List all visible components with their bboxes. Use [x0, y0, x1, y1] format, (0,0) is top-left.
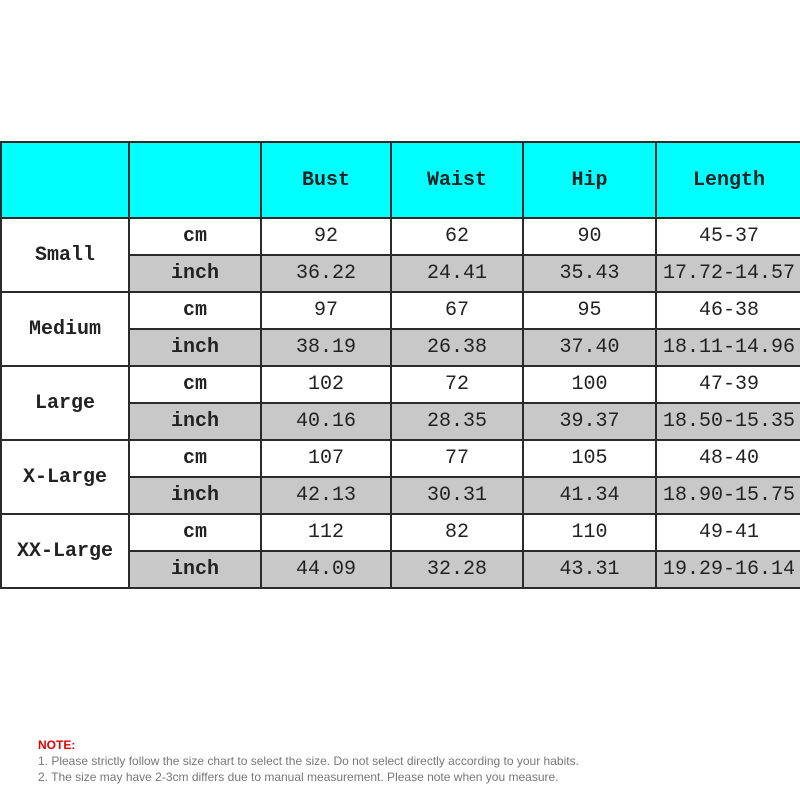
unit-label: cm	[129, 514, 261, 551]
size-label: X-Large	[1, 440, 129, 514]
header-length: Length	[656, 142, 800, 218]
measurement-cell: 35.43	[523, 255, 656, 292]
measurement-cell: 67	[391, 292, 523, 329]
unit-label: inch	[129, 329, 261, 366]
note-section	[38, 737, 579, 785]
measurement-cell: 110	[523, 514, 656, 551]
size-label: Medium	[1, 292, 129, 366]
unit-label: inch	[129, 255, 261, 292]
measurement-cell: 105	[523, 440, 656, 477]
size-label: Large	[1, 366, 129, 440]
measurement-cell: 44.09	[261, 551, 391, 588]
measurement-cell: 95	[523, 292, 656, 329]
size-label: Small	[1, 218, 129, 292]
measurement-cell: 19.29-16.14	[656, 551, 800, 588]
measurement-cell: 47-39	[656, 366, 800, 403]
measurement-cell: 46-38	[656, 292, 800, 329]
measurement-cell: 82	[391, 514, 523, 551]
measurement-cell: 62	[391, 218, 523, 255]
table-row-cm	[1, 440, 800, 477]
measurement-cell: 100	[523, 366, 656, 403]
table-row-cm	[1, 292, 800, 329]
header-cell	[129, 142, 261, 218]
unit-label: cm	[129, 292, 261, 329]
measurement-cell: 26.38	[391, 329, 523, 366]
note-title: NOTE:	[38, 738, 76, 752]
measurement-cell: 112	[261, 514, 391, 551]
header-hip: Hip	[523, 142, 656, 218]
header-cell	[1, 142, 129, 218]
measurement-cell: 41.34	[523, 477, 656, 514]
measurement-cell: 32.28	[391, 551, 523, 588]
unit-label: inch	[129, 403, 261, 440]
measurement-cell: 28.35	[391, 403, 523, 440]
measurement-cell: 102	[261, 366, 391, 403]
measurement-cell: 18.50-15.35	[656, 403, 800, 440]
size-chart-table	[0, 141, 800, 589]
measurement-cell: 45-37	[656, 218, 800, 255]
size-label: XX-Large	[1, 514, 129, 588]
measurement-cell: 107	[261, 440, 391, 477]
measurement-cell: 36.22	[261, 255, 391, 292]
unit-label: cm	[129, 366, 261, 403]
measurement-cell: 30.31	[391, 477, 523, 514]
measurement-cell: 18.11-14.96	[656, 329, 800, 366]
measurement-cell: 38.19	[261, 329, 391, 366]
note-line: 1. Please strictly follow the size chart to select the size. Do not select directly according to your habits.	[38, 754, 579, 768]
note-line: 2. The size may have 2-3cm differs due to manual measurement. Please note when you measure.	[38, 770, 559, 784]
table-row-cm	[1, 514, 800, 551]
measurement-cell: 37.40	[523, 329, 656, 366]
unit-label: inch	[129, 551, 261, 588]
measurement-cell: 97	[261, 292, 391, 329]
unit-label: cm	[129, 218, 261, 255]
measurement-cell: 42.13	[261, 477, 391, 514]
measurement-cell: 90	[523, 218, 656, 255]
table-row-cm	[1, 218, 800, 255]
table-row-cm	[1, 366, 800, 403]
measurement-cell: 92	[261, 218, 391, 255]
measurement-cell: 77	[391, 440, 523, 477]
measurement-cell: 24.41	[391, 255, 523, 292]
unit-label: inch	[129, 477, 261, 514]
header-waist: Waist	[391, 142, 523, 218]
measurement-cell: 72	[391, 366, 523, 403]
measurement-cell: 39.37	[523, 403, 656, 440]
measurement-cell: 17.72-14.57	[656, 255, 800, 292]
measurement-cell: 43.31	[523, 551, 656, 588]
header-bust: Bust	[261, 142, 391, 218]
unit-label: cm	[129, 440, 261, 477]
measurement-cell: 40.16	[261, 403, 391, 440]
measurement-cell: 18.90-15.75	[656, 477, 800, 514]
header-row	[1, 142, 800, 218]
measurement-cell: 49-41	[656, 514, 800, 551]
measurement-cell: 48-40	[656, 440, 800, 477]
